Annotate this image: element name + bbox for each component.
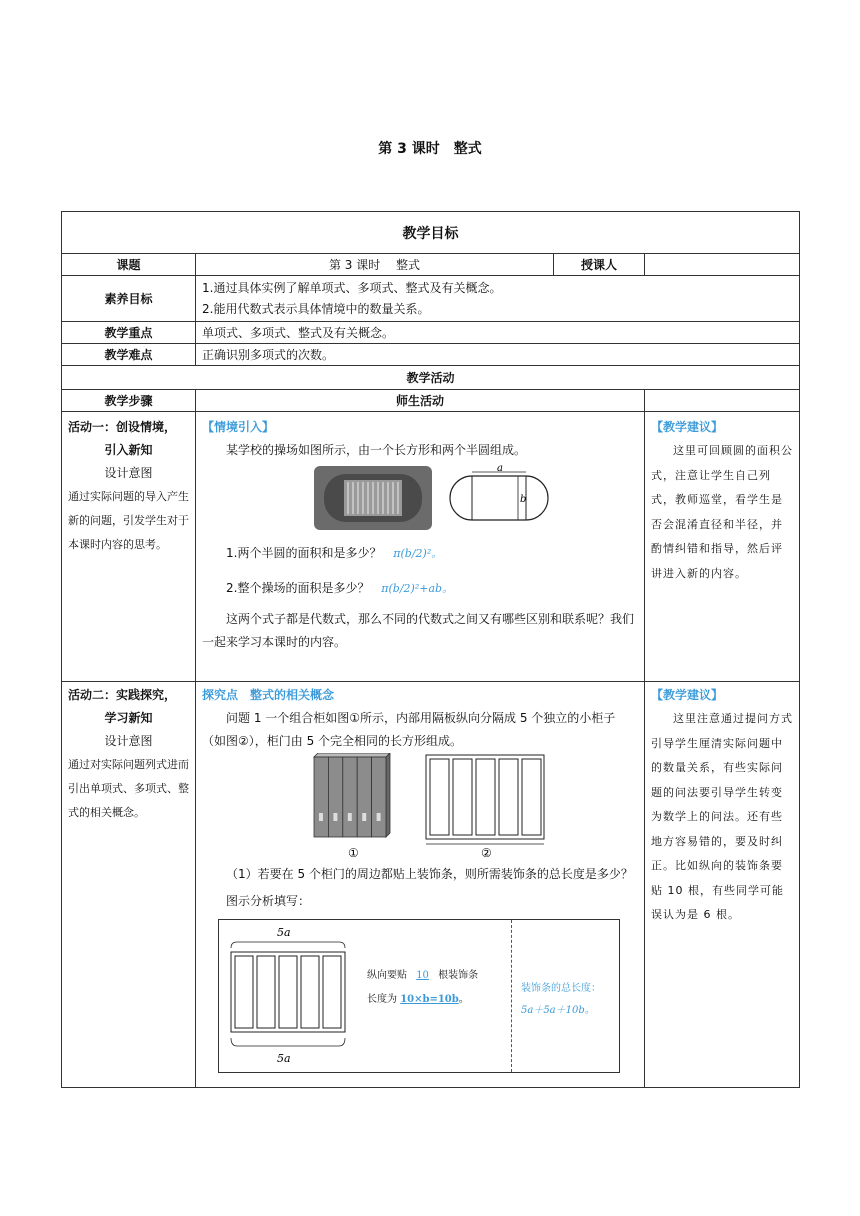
lesson-plan-table <box>61 211 800 1088</box>
act2-design-label: 设计意图 <box>104 734 153 748</box>
goals-cell <box>196 276 800 322</box>
act2-analysis: 图示分析填写： <box>226 894 311 908</box>
total-length <box>521 978 601 1022</box>
teacher-label: 授课人 <box>554 254 645 276</box>
total-label: 装饰条的总长度： <box>521 983 601 994</box>
act1-title-1: 活动一：创设情境， <box>68 420 177 434</box>
fill-10: 10 <box>416 970 429 981</box>
act1-question-2 <box>202 577 638 600</box>
topic-value: 第 3 课时 整式 <box>196 254 554 276</box>
cabinet-figures <box>310 753 560 863</box>
activities-header: 教学活动 <box>62 366 800 390</box>
analysis-box <box>218 919 620 1073</box>
act2-tag: 探究点 整式的相关概念 <box>202 688 335 702</box>
act2-advice: 这里注意通过提问方式引导学生厘清实际问题中的数量关系，有些实际问题的问法要引导学生转变为数学上的问法。还有些地方容易错的，要及时纠正。比如纵向的装饰条要贴 10 根，有些同学可能误认为是 6 根。 <box>651 712 793 921</box>
act2-title-1: 活动二：实践探究， <box>68 688 177 702</box>
act2-step-cell <box>62 682 196 1088</box>
act2-figures <box>202 753 638 863</box>
playground-schematic <box>450 476 548 520</box>
act1-step-cell <box>62 412 196 682</box>
analysis-line-2: 长度为 10×b=10b。 <box>367 994 469 1005</box>
act1-tag: 【情境引入】 <box>202 420 275 434</box>
activity-label: 师生活动 <box>196 390 645 412</box>
label-5a-top: 5a <box>277 926 291 939</box>
difficulty-value: 正确识别多项式的次数。 <box>196 344 800 366</box>
fill-10b: 10×b=10b <box>400 994 459 1005</box>
act2-title-2: 学习新知 <box>104 711 153 725</box>
act1-content-cell <box>196 412 645 682</box>
topic-label: 课题 <box>62 254 196 276</box>
act1-intro: 某学校的操场如图所示，由一个长方形和两个半圆组成。 <box>226 443 527 457</box>
act1-summary: 这两个式子都是代数式，那么不同的代数式之间又有哪些区别和联系呢？我们一起来学习本课时的内容。 <box>202 612 635 649</box>
analysis-box-wrap <box>202 913 638 1073</box>
cabinet-front <box>426 755 544 839</box>
steps-label: 教学步骤 <box>62 390 196 412</box>
fig2-label: ② <box>481 846 492 860</box>
analysis-text <box>367 964 478 1012</box>
act1-advice-tag: 【教学建议】 <box>651 420 724 434</box>
analysis-figure <box>227 920 367 1070</box>
act2-advice-cell <box>645 682 800 1088</box>
act2-intent: 通过对实际问题列式进而引出单项式、多项式、整式的相关概念。 <box>68 758 189 819</box>
teacher-value <box>645 254 800 276</box>
act2-content-cell <box>196 682 645 1088</box>
act1-design-label: 设计意图 <box>104 466 153 480</box>
act2-problem: 问题 1 一个组合柜如图①所示，内部用隔板纵向分隔成 5 个独立的小柜子（如图②），柜门由 5 个完全相同的长方形组成。 <box>202 711 616 748</box>
act1-advice-cell <box>645 412 800 682</box>
fig1-label: ① <box>348 846 359 860</box>
act1-figures <box>202 462 638 534</box>
key-value: 单项式、多项式、整式及有关概念。 <box>196 322 800 344</box>
act1-q2-text: 2.整个操场的面积是多少？ <box>226 581 370 595</box>
label-5a-bottom: 5a <box>277 1052 291 1065</box>
empty-cell <box>645 390 800 412</box>
act1-advice: 这里可回顾圆的面积公式，注意让学生自己列式，教师巡堂，看学生是否会混淆直径和半径，并酌情纠错和指导，然后评讲进入新的内容。 <box>651 444 793 580</box>
playground-figures <box>314 464 550 534</box>
analysis-line-1: 纵向要贴 10 根装饰条 <box>367 970 479 981</box>
total-value: 5a＋5a＋10b。 <box>521 1005 595 1016</box>
label-a: a <box>497 464 503 474</box>
act1-answer-2: π(b/2)²+ab。 <box>381 582 454 595</box>
page-title: 第 3 课时 整式 <box>378 141 482 157</box>
goal-line-2: 2.能用代数式表示具体情境中的数量关系。 <box>202 301 430 316</box>
goals-label: 素养目标 <box>62 276 196 322</box>
cabinet-3d <box>314 753 390 837</box>
act1-intent: 通过实际问题的导入产生新的问题，引发学生对于本课时内容的思考。 <box>68 490 189 551</box>
act2-advice-tag: 【教学建议】 <box>651 688 724 702</box>
label-b: b <box>520 494 527 505</box>
section-title: 教学目标 <box>62 212 800 254</box>
act1-question-1 <box>202 542 638 565</box>
act1-answer-1: π(b/2)²。 <box>393 547 443 560</box>
act2-question-1: （1）若要在 5 个柜门的周边都贴上装饰条，则所需装饰条的总长度是多少？ <box>226 867 633 881</box>
difficulty-label: 教学难点 <box>62 344 196 366</box>
key-label: 教学重点 <box>62 322 196 344</box>
act1-title-2: 引入新知 <box>104 443 153 457</box>
goal-line-1: 1.通过具体实例了解单项式、多项式、整式及有关概念。 <box>202 280 502 295</box>
act1-q1-text: 1.两个半圆的面积和是多少？ <box>226 546 382 560</box>
